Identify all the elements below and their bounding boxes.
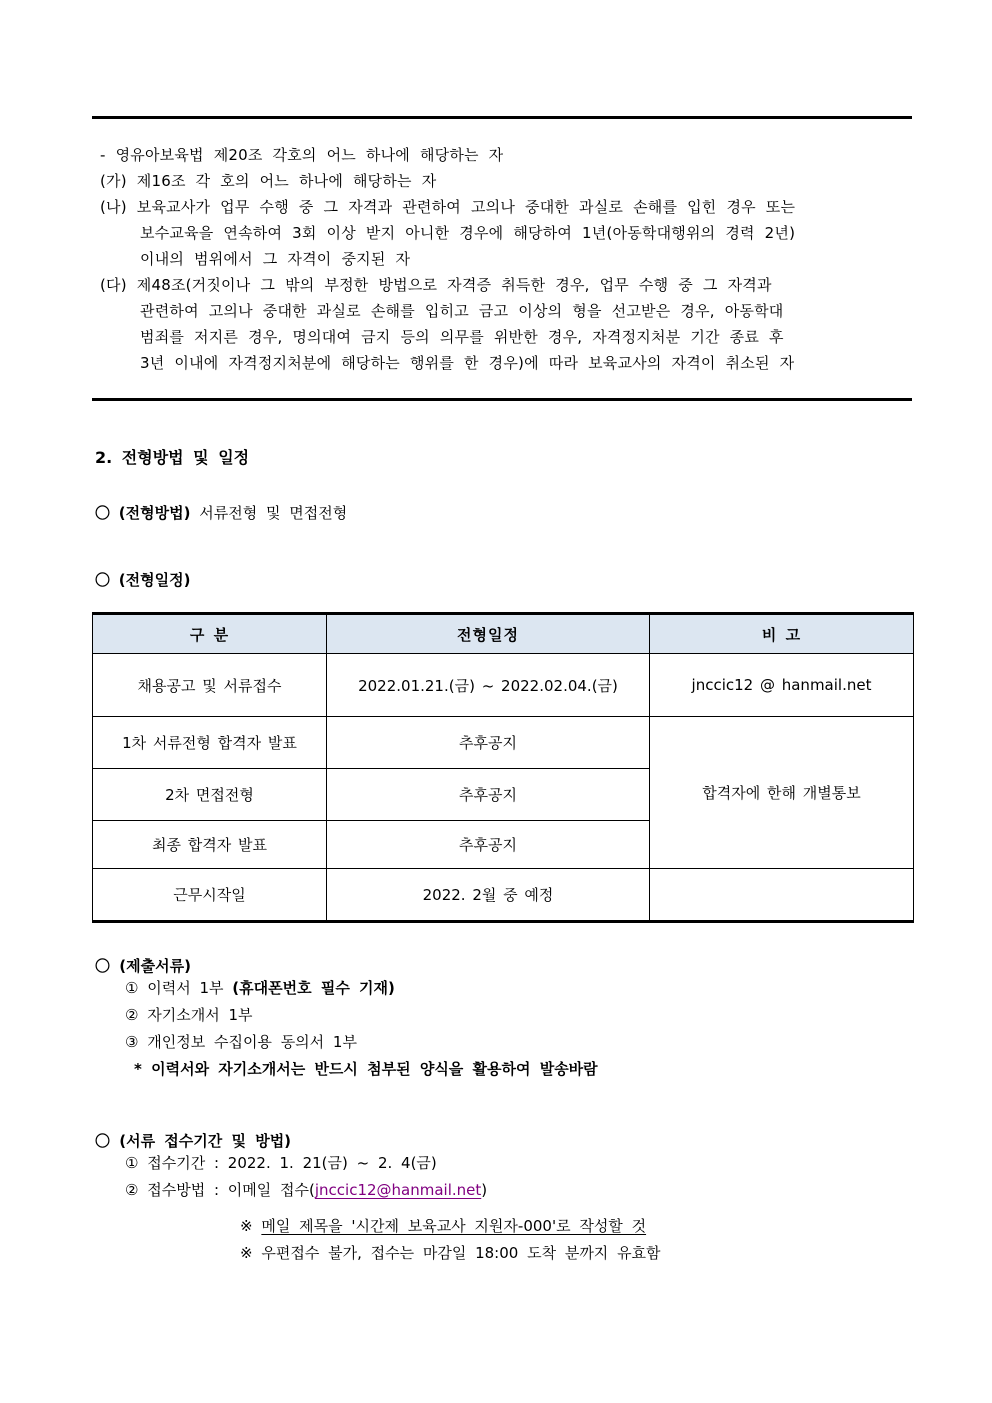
method-bullet-line (95, 502, 347, 523)
cell-schedule: 추후공지 (327, 769, 650, 821)
submit-heading-label: (제출서류) (119, 957, 191, 975)
table-header-note: 비 고 (650, 614, 914, 654)
legal-line: 이내의 범위에서 그 자격이 중지된 자 (140, 250, 411, 268)
cell-schedule: 추후공지 (327, 717, 650, 769)
submit-item-text: 개인정보 수집이용 동의서 1부 (147, 1033, 357, 1051)
submit-note-line (125, 1056, 598, 1083)
apply-method-list (125, 1150, 487, 1204)
cell-label: 채용공고 및 서류접수 (93, 654, 327, 717)
bottom-horizontal-rule (92, 398, 912, 401)
submit-documents-list (125, 975, 598, 1083)
cell-label: 1차 서류전형 합격자 발표 (93, 717, 327, 769)
remark-no-postal (240, 1240, 661, 1267)
legal-line: (다) 제48조(거짓이나 그 밖의 부정한 방법으로 자격증 취득한 경우, 업무 수행 중 그 자격과 (100, 276, 772, 294)
submit-item-cover-letter (125, 1002, 598, 1029)
circle-bullet-icon: 〇 (95, 1132, 111, 1150)
remark-text: 메일 제목을 '시간제 보육교사 지원자-000'로 작성할 것 (261, 1217, 647, 1235)
submit-note-text: 이력서와 자기소개서는 반드시 첨부된 양식을 활용하여 발송바람 (151, 1060, 598, 1078)
remarks-block (240, 1213, 661, 1267)
circled-number-icon: ① (125, 1154, 139, 1172)
schedule-label: (전형일정) (118, 571, 191, 589)
schedule-bullet-line (95, 569, 190, 590)
cell-schedule: 2022. 2월 중 예정 (327, 869, 650, 922)
circled-number-icon: ① (125, 979, 139, 997)
cell-label: 2차 면접전형 (93, 769, 327, 821)
circle-bullet-icon: 〇 (95, 957, 111, 975)
legal-line: 범죄를 저지른 경우, 명의대여 금지 등의 의무를 위반한 경우, 자격정지처분 기간 종료 후 (140, 328, 784, 346)
apply-period-heading (95, 1130, 291, 1151)
legal-line: - 영유아보육법 제20조 각호의 어느 하나에 해당하는 자 (100, 146, 504, 164)
submit-item-consent-form (125, 1029, 598, 1056)
email-link[interactable]: jnccic12@hanmail.net (314, 1181, 482, 1199)
table-header-row (93, 614, 914, 654)
remark-mail-title (240, 1213, 661, 1240)
apply-method-text: 접수방법 : 이메일 접수( (147, 1181, 315, 1199)
apply-item-method (125, 1177, 487, 1204)
table-header-category: 구 분 (93, 614, 327, 654)
apply-item-period (125, 1150, 487, 1177)
cell-schedule: 추후공지 (327, 821, 650, 869)
table-header-schedule: 전형일정 (327, 614, 650, 654)
legal-line: (가) 제16조 각 호의 어느 하나에 해당하는 자 (100, 172, 437, 190)
submit-documents-heading (95, 955, 191, 976)
method-text: 서류전형 및 면접전형 (199, 504, 348, 522)
submit-item-text: 이력서 1부 (147, 979, 224, 997)
table-row (93, 717, 914, 769)
cell-note-empty (650, 869, 914, 922)
submit-item-text: 자기소개서 1부 (147, 1006, 253, 1024)
legal-line: 보수교육을 연속하여 3회 이상 받지 아니한 경우에 해당하여 1년(아동학대행위의 경력 2년) (140, 224, 796, 242)
legal-text-block (100, 142, 915, 376)
apply-method-suffix: ) (481, 1181, 488, 1199)
reference-mark-icon: ※ (240, 1217, 253, 1235)
reference-mark-icon: ※ (240, 1244, 253, 1262)
cell-note-email: jnccic12 @ hanmail.net (650, 654, 914, 717)
circled-number-icon: ② (125, 1006, 139, 1024)
legal-line: (나) 보육교사가 업무 수행 중 그 자격과 관련하여 고의나 중대한 과실로 손해를 입힌 경우 또는 (100, 198, 796, 216)
cell-schedule: 2022.01.21.(금) ~ 2022.02.04.(금) (327, 654, 650, 717)
submit-item-bold-note: (휴대폰번호 필수 기재) (232, 979, 395, 997)
remark-text: 우편접수 불가, 접수는 마감일 18:00 도착 분까지 유효함 (261, 1244, 661, 1262)
legal-line: 관련하여 고의나 중대한 과실로 손해를 입히고 금고 이상의 형을 선고받은 경우, 아동학대 (140, 302, 784, 320)
apply-heading-label: (서류 접수기간 및 방법) (119, 1132, 292, 1150)
schedule-table (92, 612, 914, 923)
top-horizontal-rule (92, 116, 912, 119)
cell-note-merged: 합격자에 한해 개별통보 (650, 717, 914, 869)
table-row (93, 654, 914, 717)
circle-bullet-icon: 〇 (95, 504, 111, 522)
cell-label: 최종 합격자 발표 (93, 821, 327, 869)
section-title-method-schedule: 2. 전형방법 및 일정 (95, 448, 250, 467)
circled-number-icon: ② (125, 1181, 139, 1199)
legal-line: 3년 이내에 자격정지처분에 해당하는 행위를 한 경우)에 따라 보육교사의 자격이 취소된 자 (140, 354, 795, 372)
table-row (93, 869, 914, 922)
cell-label: 근무시작일 (93, 869, 327, 922)
asterisk-marker: * (134, 1060, 142, 1078)
method-label: (전형방법) (118, 504, 191, 522)
submit-item-resume (125, 975, 598, 1002)
apply-period-text: 접수기간 : 2022. 1. 21(금) ~ 2. 4(금) (147, 1154, 437, 1172)
circle-bullet-icon: 〇 (95, 571, 111, 589)
circled-number-icon: ③ (125, 1033, 139, 1051)
